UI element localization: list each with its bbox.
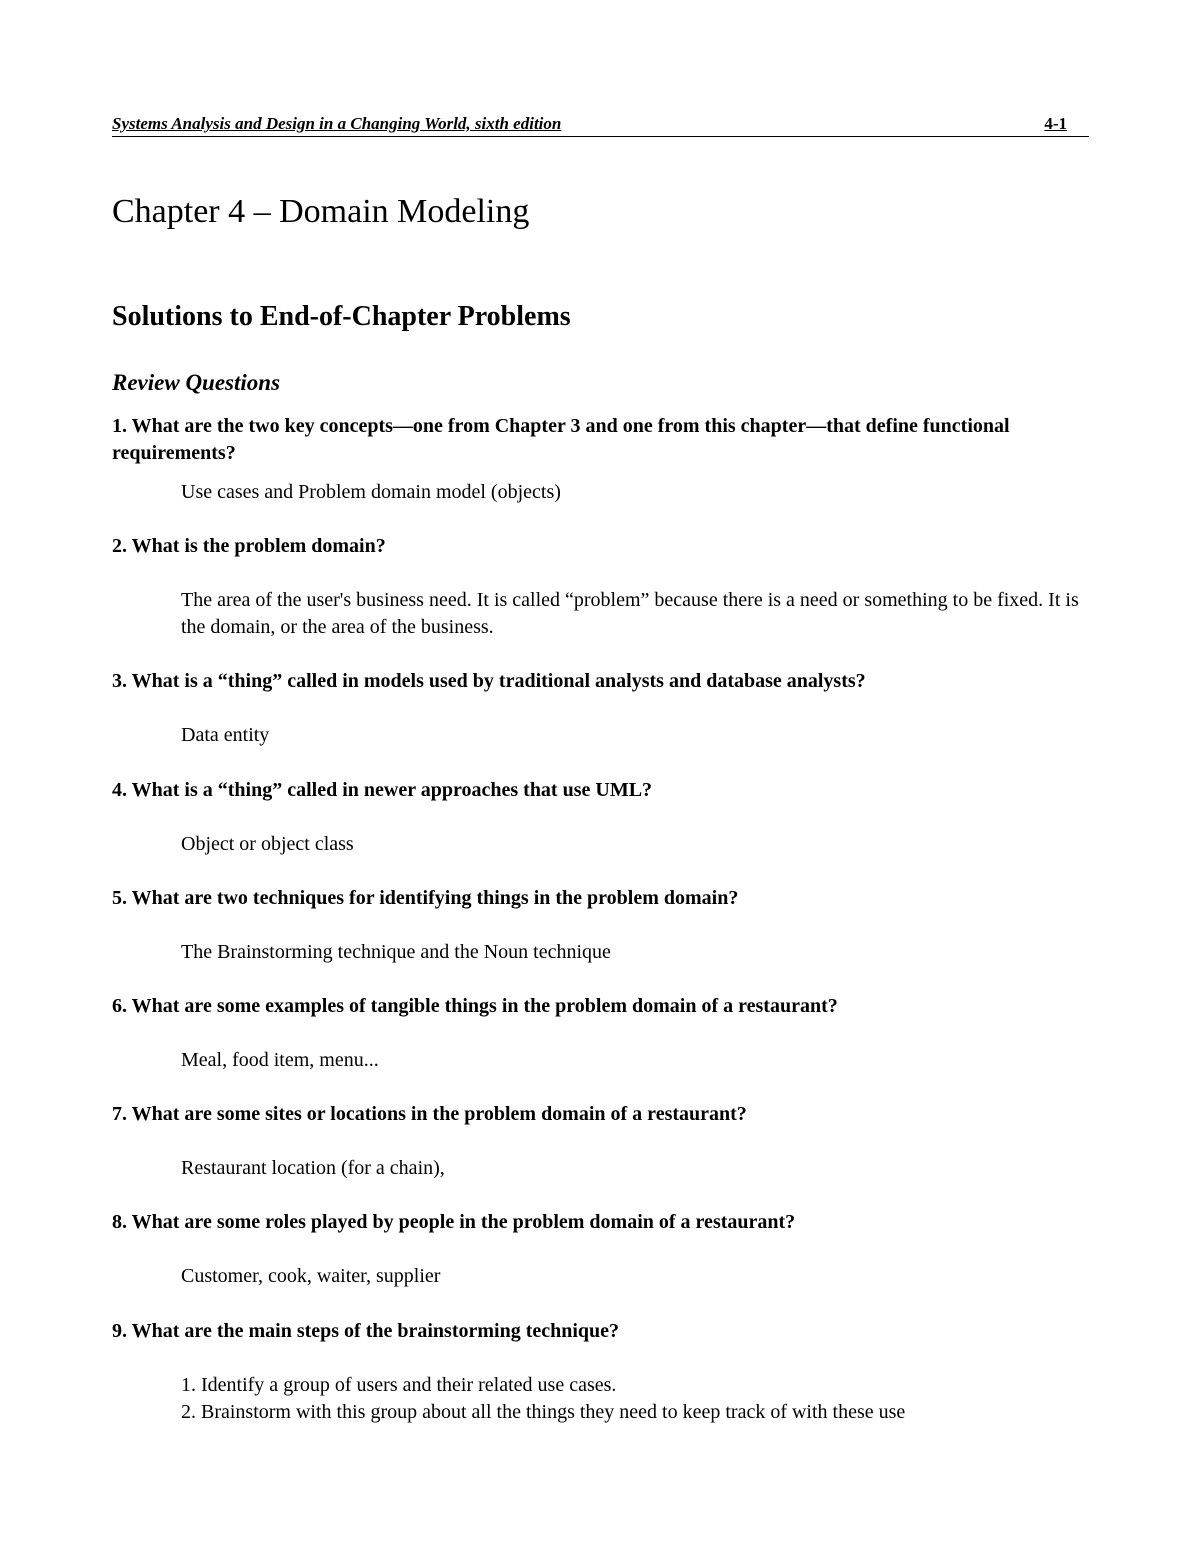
answer-5: The Brainstorming technique and the Noun technique xyxy=(181,941,611,963)
answer-1: Use cases and Problem domain model (objects) xyxy=(181,481,561,503)
answer-3: Data entity xyxy=(181,724,270,746)
subsection-title: Review Questions xyxy=(112,370,281,395)
answer-9-step-2: 2. Brainstorm with this group about all the things they need to keep track of with these use xyxy=(181,1401,906,1423)
running-header xyxy=(112,114,1089,137)
answer-9-step-1: 1. Identify a group of users and their related use cases. xyxy=(181,1374,617,1396)
question-9: 9. What are the main steps of the brainstorming technique? xyxy=(112,1320,620,1342)
book-title: Systems Analysis and Design in a Changing World, sixth edition xyxy=(112,114,562,133)
question-6: 6. What are some examples of tangible things in the problem domain of a restaurant? xyxy=(112,995,838,1017)
question-5: 5. What are two techniques for identifying things in the problem domain? xyxy=(112,887,739,909)
section-title: Solutions to End-of-Chapter Problems xyxy=(112,301,571,332)
question-1: 1. What are the two key concepts—one from Chapter 3 and one from this chapter—that define functional requirements? xyxy=(112,415,1010,464)
question-2: 2. What is the problem domain? xyxy=(112,535,386,557)
answer-7: Restaurant location (for a chain), xyxy=(181,1157,445,1179)
answer-4: Object or object class xyxy=(181,833,354,855)
answer-6: Meal, food item, menu... xyxy=(181,1049,379,1071)
question-4: 4. What is a “thing” called in newer approaches that use UML? xyxy=(112,779,653,801)
answer-9 xyxy=(181,1372,1096,1426)
question-7: 7. What are some sites or locations in the problem domain of a restaurant? xyxy=(112,1103,747,1125)
question-3: 3. What is a “thing” called in models used by traditional analysts and database analysts? xyxy=(112,670,866,692)
chapter-title: Chapter 4 – Domain Modeling xyxy=(112,193,530,230)
answer-2: The area of the user's business need. It is called “problem” because there is a need or something to be fixed. It is the domain, or the area of the business. xyxy=(181,589,1079,638)
question-8: 8. What are some roles played by people in the problem domain of a restaurant? xyxy=(112,1211,796,1233)
page-number: 4-1 xyxy=(1044,114,1067,133)
answer-8: Customer, cook, waiter, supplier xyxy=(181,1265,441,1287)
